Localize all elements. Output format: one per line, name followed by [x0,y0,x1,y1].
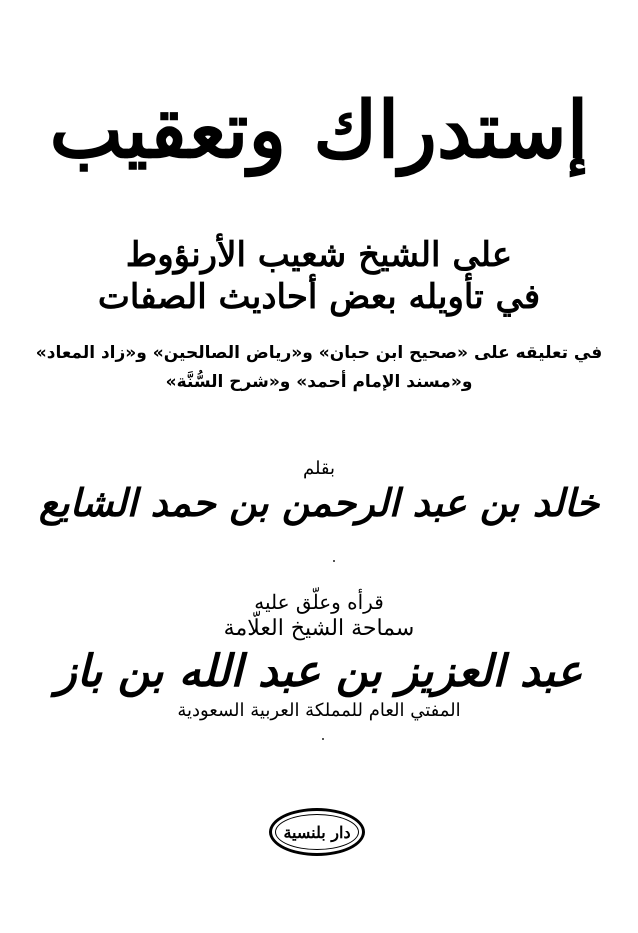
author-name: خالد بن عبد الرحمن بن حمد الشايع [38,480,600,525]
subtitle-line-2: في تأويله بعض أحاديث الصفات [97,277,541,317]
publisher-name: دار بلنسية [283,822,351,842]
scan-speck [322,738,324,740]
reviewer-role: المفتي العام للمملكة العربية السعودية [177,700,461,721]
subtitle-line-1: على الشيخ شعيب الأرنؤوط [125,235,513,275]
by-label: بقلم [302,458,336,479]
main-title: إستدراك وتعقيب [49,85,589,176]
description-line-2: و«مسند الإمام أحمد» و«شرح السُّنَّة» [165,372,473,392]
publisher-logo [269,808,365,856]
reviewer-title: سماحة الشيخ العلّامة [223,616,415,641]
scan-speck [333,560,335,562]
description-line-1: في تعليقه على «صحيح ابن حبان» و«رياض الصالحين» و«زاد المعاد» [35,343,603,363]
reviewer-note: قرأه وعلّق عليه [254,590,384,614]
reviewer-name: عبد العزيز بن عبد الله بن باز [55,646,583,697]
